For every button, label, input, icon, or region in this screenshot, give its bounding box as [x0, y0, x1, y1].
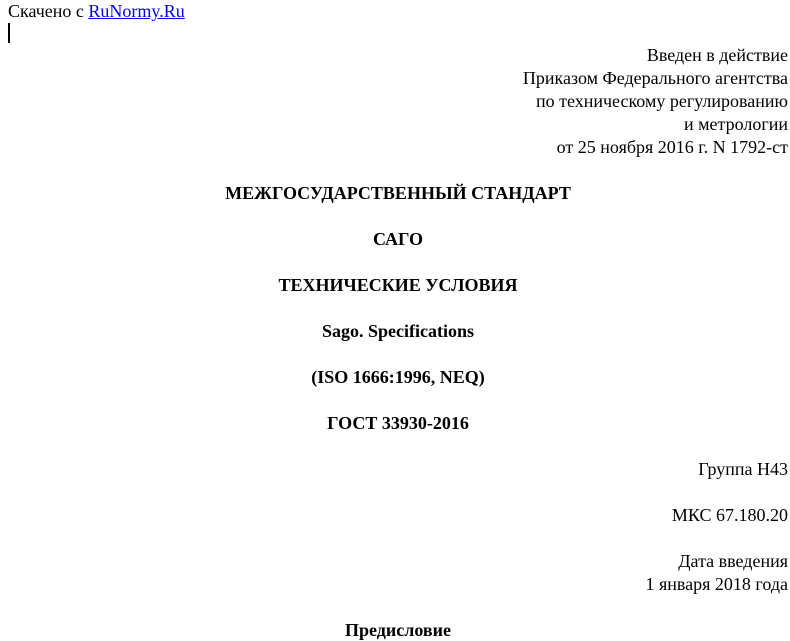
iso-reference: (ISO 1666:1996, NEQ) [311, 367, 485, 387]
download-source [8, 0, 185, 22]
intro-date-label: Дата введения [678, 551, 788, 571]
mks-code: МКС 67.180.20 [671, 505, 788, 525]
foreword-heading: Предисловие [345, 620, 451, 640]
text-cursor [8, 23, 10, 43]
approval-line-5: от 25 ноября 2016 г. N 1792-ст [556, 137, 788, 157]
standard-type-heading: МЕЖГОСУДАРСТВЕННЫЙ СТАНДАРТ [225, 183, 571, 203]
approval-line-3: по техническому регулированию [535, 91, 788, 111]
runormy-link[interactable]: RuNormy.Ru [88, 1, 185, 21]
download-prefix: Скачено с [8, 1, 89, 21]
english-title: Sago. Specifications [321, 321, 474, 341]
product-heading: САГО [372, 229, 424, 249]
gost-number: ГОСТ 33930-2016 [327, 413, 469, 433]
approval-line-4: и метрологии [684, 114, 788, 134]
approval-line-1: Введен в действие [646, 45, 788, 65]
intro-date-value: 1 января 2018 года [645, 574, 788, 594]
subtitle-heading: ТЕХНИЧЕСКИЕ УСЛОВИЯ [278, 275, 518, 295]
approval-line-2: Приказом Федерального агентства [522, 68, 788, 88]
group-code: Группа Н43 [698, 459, 788, 479]
